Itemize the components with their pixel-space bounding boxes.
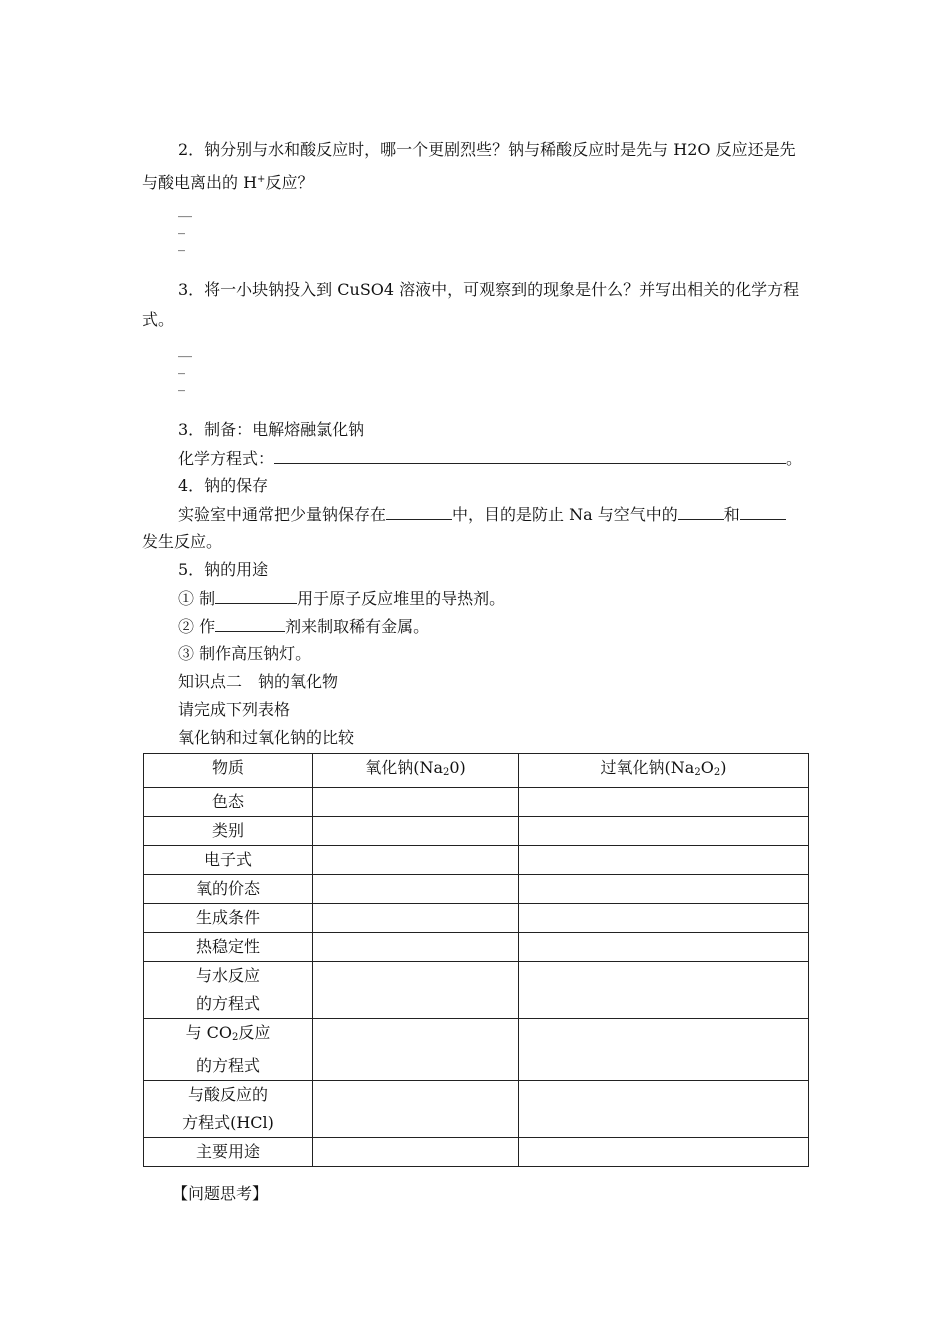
row-label-line: 的方程式 [195, 1056, 260, 1075]
header-text: 过氧化钠(Na [600, 758, 695, 777]
table-cell[interactable] [313, 788, 519, 817]
table-cell[interactable] [313, 933, 519, 962]
section-title: 知识点二 钠的氧化物 [178, 672, 339, 691]
table-row [144, 1019, 809, 1081]
subscript: 2 [443, 767, 450, 778]
prep-heading: 3．制备：电解熔融氯化钠 [178, 420, 365, 439]
table-cell[interactable] [313, 904, 519, 933]
table-cell[interactable] [313, 1081, 519, 1138]
subscript: 2 [713, 767, 721, 778]
row-label: 主要用途 [144, 1138, 313, 1167]
table-cell[interactable] [313, 817, 519, 846]
table-cell[interactable] [313, 875, 519, 904]
uses-blank[interactable] [215, 616, 285, 632]
row-label-line: 与酸反应的 [187, 1085, 268, 1104]
header-text: 氧化钠(Na [365, 758, 443, 777]
storage-blank[interactable] [386, 504, 452, 520]
table-row [144, 875, 809, 904]
comparison-table [143, 753, 809, 1167]
row-label: 类别 [144, 817, 313, 846]
table-cell[interactable] [519, 788, 809, 817]
uses-item-2 [178, 616, 429, 637]
q3-line1: 3．将一小块钠投入到 CuSO4 溶液中，可观察到的现象是什么？并写出相关的化学方程 [178, 280, 800, 299]
q2-text-end: 反应？ [265, 173, 314, 192]
table-cell[interactable] [519, 962, 809, 1019]
uses-text: 剂来制取稀有金属。 [285, 617, 430, 636]
storage-blank[interactable] [740, 504, 786, 520]
q2-line1: 2．钠分别与水和酸反应时，哪一个更剧烈些？钠与稀酸反应时是先与 H2O 反应还是先 [178, 140, 796, 159]
answer-mark: _ [178, 219, 185, 235]
table-row [144, 1138, 809, 1167]
row-label: 生成条件 [144, 904, 313, 933]
answer-mark: _ [178, 236, 185, 252]
table-cell[interactable] [519, 875, 809, 904]
row-label: 氧的价态 [144, 875, 313, 904]
storage-text: 和 [723, 505, 740, 524]
row-label-line: 的方程式 [195, 994, 260, 1013]
table-cell[interactable] [313, 1019, 519, 1081]
q2-line2 [142, 170, 313, 193]
answer-mark: _ [178, 376, 185, 392]
table-row [144, 846, 809, 875]
row-label: 电子式 [144, 846, 313, 875]
superscript: + [257, 174, 266, 185]
storage-blank[interactable] [678, 504, 724, 520]
uses-text: ② 作 [178, 617, 216, 636]
header-cell: 物质 [144, 754, 313, 788]
subscript: 2 [694, 767, 701, 778]
table-cell[interactable] [313, 962, 519, 1019]
uses-text: ① 制 [178, 589, 216, 608]
uses-text: 用于原子反应堆里的导热剂。 [297, 589, 506, 608]
table-cell[interactable] [519, 1081, 809, 1138]
table-cell[interactable] [313, 846, 519, 875]
table-row [144, 788, 809, 817]
table-row [144, 1081, 809, 1138]
eq-label: 化学方程式： [178, 449, 275, 468]
row-label-line: 方程式(HCl) [182, 1113, 274, 1132]
uses-blank[interactable] [215, 588, 297, 604]
section-instruction: 请完成下列表格 [178, 700, 291, 719]
answer-mark: __ [178, 202, 192, 218]
uses-item-1 [178, 588, 505, 609]
storage-line [178, 504, 786, 525]
row-label-line [144, 1019, 312, 1052]
answer-mark: __ [178, 342, 192, 358]
header-cell [313, 754, 519, 788]
header-text: O [700, 758, 714, 777]
table-row [144, 962, 809, 1019]
header-text: 0) [449, 758, 466, 777]
eq-end: 。 [786, 449, 803, 468]
table-row [144, 933, 809, 962]
storage-text: 实验室中通常把少量钠保存在 [178, 505, 387, 524]
row-label: 热稳定性 [144, 933, 313, 962]
row-label [144, 962, 313, 1019]
answer-mark: _ [178, 359, 185, 375]
row-label: 色态 [144, 788, 313, 817]
q2-text: 与酸电离出的 H [142, 173, 258, 192]
storage-text: 中，目的是防止 Na 与空气中的 [452, 505, 678, 524]
row-label-text: 与 CO [185, 1023, 233, 1042]
row-label [144, 1019, 313, 1081]
table-row [144, 904, 809, 933]
header-text: ) [720, 758, 727, 777]
header-cell [519, 754, 809, 788]
table-caption: 氧化钠和过氧化钠的比较 [178, 728, 355, 747]
table-cell[interactable] [519, 846, 809, 875]
row-label-text: 反应 [238, 1023, 271, 1042]
table-row [144, 817, 809, 846]
storage-line2: 发生反应。 [142, 532, 223, 551]
footer-heading: 【问题思考】 [172, 1184, 269, 1203]
uses-heading: 5．钠的用途 [178, 560, 269, 579]
q3-line2: 式。 [142, 310, 175, 329]
equation-blank[interactable] [274, 448, 786, 464]
table-cell[interactable] [519, 1138, 809, 1167]
uses-item-3: ③ 制作高压钠灯。 [178, 644, 312, 663]
table-cell[interactable] [519, 1019, 809, 1081]
table-cell[interactable] [519, 817, 809, 846]
table-cell[interactable] [519, 904, 809, 933]
prep-equation-line [178, 448, 802, 469]
storage-heading: 4．钠的保存 [178, 476, 269, 495]
row-label-line: 与水反应 [195, 966, 260, 985]
subscript: 2 [232, 1032, 239, 1043]
table-cell[interactable] [519, 933, 809, 962]
row-label [144, 1081, 313, 1138]
table-header-row [144, 754, 809, 788]
table-cell[interactable] [313, 1138, 519, 1167]
